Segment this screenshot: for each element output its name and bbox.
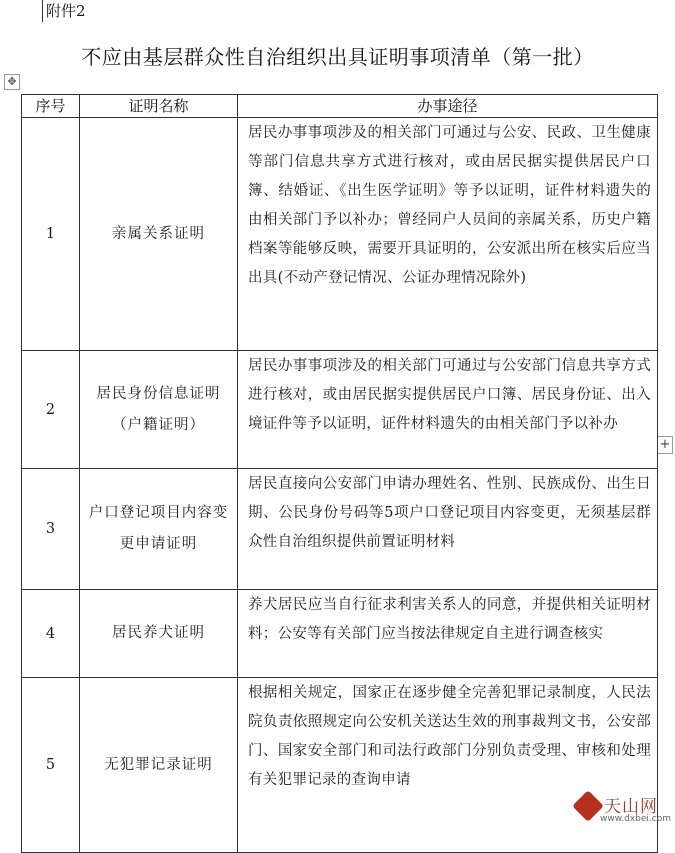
row-route: 根据相关规定，国家正在逐步健全完善犯罪记录制度，人民法院负责依照规定向公安机关送达生效的刑事裁判文书，公安部门、国家安全部门和司法行政部门分别负责受理、审核和处理有关犯罪记录的查询申请: [238, 678, 658, 853]
watermark-url: www.dxbei.com: [600, 814, 671, 824]
row-no: 1: [22, 118, 80, 351]
header-no: 序号: [22, 95, 80, 118]
row-route: 居民办事事项涉及的相关部门可通过与公安、民政、卫生健康等部门信息共享方式进行核对，或由居民据实提供居民户口簿、结婚证、《出生医学证明》等予以证明，证件材料遗失的由相关部门予以补办；曾经同户人员间的亲属关系，历史户籍档案等能够反映，需要开具证明的，公安派出所在核实后应当出具(不动产登记情况、公证办理情况除外): [238, 118, 658, 351]
table-row: [22, 469, 658, 590]
table-row: [22, 678, 658, 853]
row-name: 亲属关系证明: [80, 118, 238, 351]
row-route: 居民办事事项涉及的相关部门可通过与公安部门信息共享方式进行核对，或由居民据实提供居民户口簿、居民身份证、出入境证件等予以证明，证件材料遗失的由相关部门予以补办: [238, 351, 658, 469]
row-no: 2: [22, 351, 80, 469]
row-route: 养犬居民应当自行征求利害关系人的同意，并提供相关证明材料；公安等有关部门应当按法律规定自主进行调查核实: [238, 590, 658, 678]
page-title: 不应由基层群众性自治组织出具证明事项清单（第一批）: [81, 45, 594, 69]
table-row: [22, 118, 658, 351]
row-route: 居民直接向公安部门申请办理姓名、性别、民族成份、出生日期、公民身份号码等5项户口登记项目内容变更，无须基层群众性自治组织提供前置证明材料: [238, 469, 658, 590]
table-row: [22, 351, 658, 469]
row-no: 4: [22, 590, 80, 678]
table-move-handle-icon[interactable]: ✥: [4, 74, 20, 90]
row-name: 无犯罪记录证明: [80, 678, 238, 853]
row-no: 3: [22, 469, 80, 590]
row-no: 5: [22, 678, 80, 853]
certificate-list-table: [21, 94, 658, 853]
header-route: 办事途径: [238, 95, 658, 118]
row-name: 居民养犬证明: [80, 590, 238, 678]
watermark-text: 天山网: [604, 797, 658, 817]
add-column-icon[interactable]: +: [657, 436, 673, 454]
row-name: 户口登记项目内容变更申请证明: [80, 469, 238, 590]
header-name: 证明名称: [80, 95, 238, 118]
table-row: [22, 590, 658, 678]
row-name: 居民身份信息证明（户籍证明）: [80, 351, 238, 469]
site-watermark: [574, 790, 674, 830]
table-header-row: [22, 95, 658, 118]
attachment-label: 附件2: [42, 0, 86, 22]
